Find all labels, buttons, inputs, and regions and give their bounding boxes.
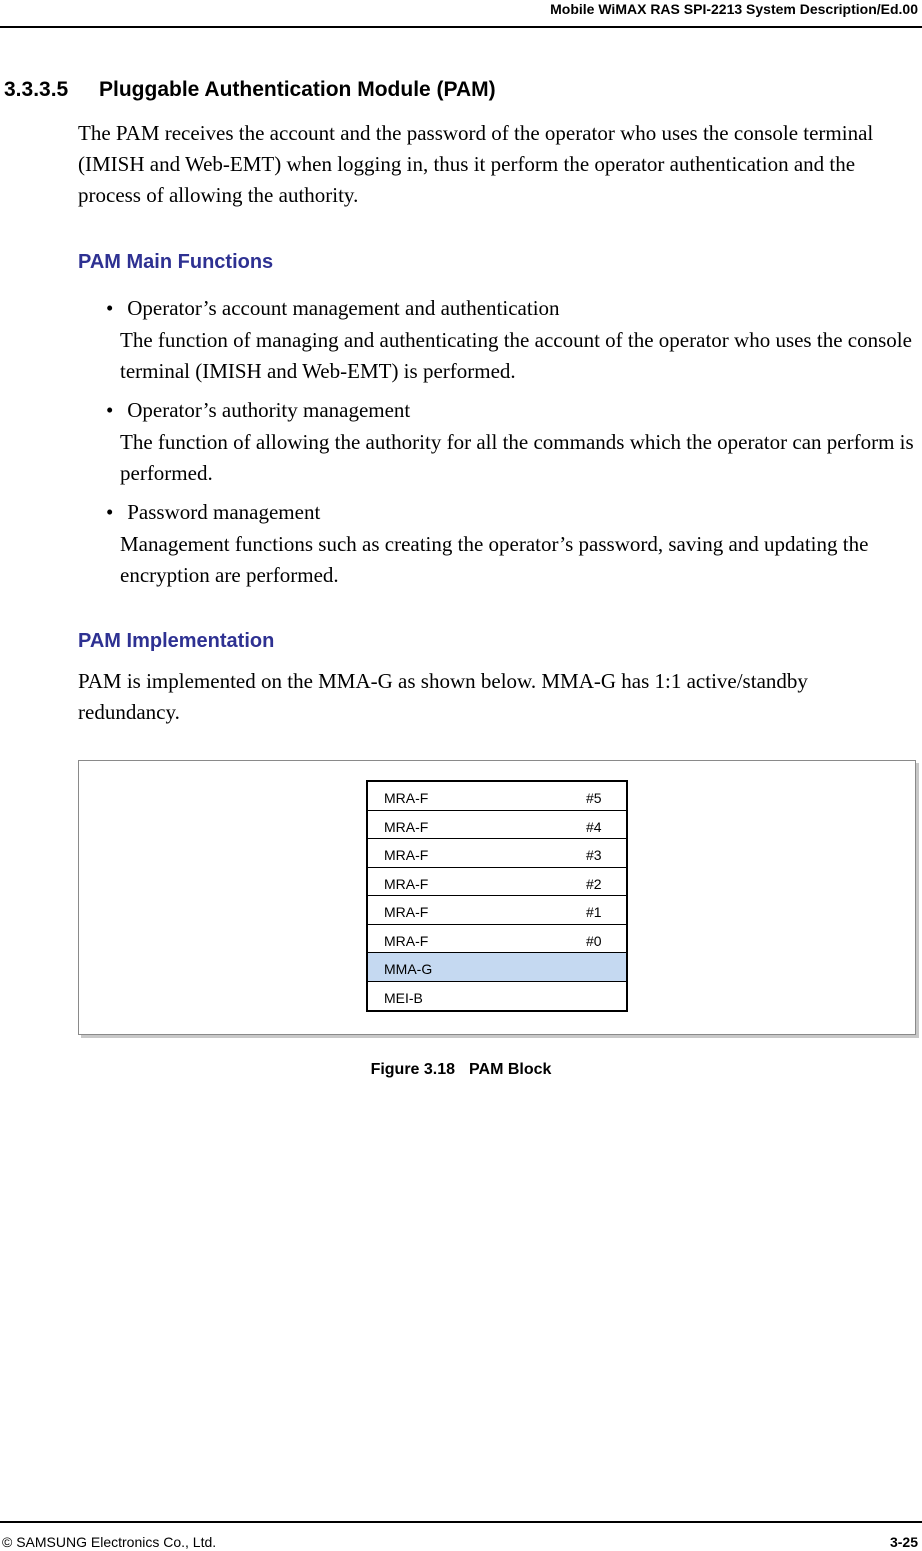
board-name: MEI-B: [384, 989, 423, 1006]
bullet-item: [106, 293, 560, 324]
board-name: MRA-F: [384, 904, 429, 920]
rack-row: [368, 782, 626, 811]
bullet-item: [106, 395, 410, 426]
rack-row: [368, 811, 626, 840]
board-name: MRA-F: [384, 847, 429, 863]
pam-block-diagram: [366, 780, 628, 1012]
implementation-paragraph: PAM is implemented on the MMA-G as shown below. MMA-G has 1:1 active/standby redundancy.: [78, 669, 808, 724]
rack-row-mma-g: [368, 953, 626, 982]
slot-number: #0: [586, 932, 602, 949]
rack-row: [368, 839, 626, 868]
rack-row: [368, 896, 626, 925]
rack-row: [368, 868, 626, 897]
board-name: MRA-F: [384, 790, 429, 806]
bullet-dot: •: [106, 296, 114, 320]
bullet-description: The function of managing and authenticating the account of the operator who uses the console terminal (IMISH and Web-EMT) is performed.: [120, 328, 912, 383]
main-functions-heading: PAM Main Functions: [78, 251, 274, 273]
bullet-dot: •: [106, 398, 114, 422]
page-number: 3-25: [889, 1534, 918, 1550]
section-number: 3.3.3.5: [4, 78, 69, 101]
bullet-description: Management functions such as creating the operator’s password, saving and updating the encryption are performed.: [120, 532, 869, 587]
rack-row: [368, 982, 626, 1011]
rack-row: [368, 925, 626, 954]
header-rule: [0, 26, 922, 28]
section-title: Pluggable Authentication Module (PAM): [99, 78, 496, 101]
implementation-heading: PAM Implementation: [78, 630, 275, 652]
board-name: MRA-F: [384, 818, 429, 835]
slot-number: #5: [586, 790, 602, 806]
figure-title: PAM Block: [469, 1061, 552, 1078]
slot-number: #1: [586, 904, 602, 920]
slot-number: #4: [586, 818, 602, 835]
bullet-dot: •: [106, 500, 114, 524]
board-name: MRA-F: [384, 932, 429, 949]
bullet-title: Operator’s account management and authentication: [127, 296, 560, 320]
intro-paragraph: The PAM receives the account and the password of the operator who uses the console terminal (IMISH and Web-EMT) when logging in, thus it perform the operator authentication and the process of allowing the authority.: [78, 121, 874, 207]
figure-caption: [0, 1061, 922, 1079]
section-heading: [4, 78, 496, 102]
bullet-title: Password management: [127, 500, 321, 524]
board-name: MMA-G: [384, 961, 433, 977]
footer-rule: [0, 1521, 922, 1523]
bullet-title: Operator’s authority management: [127, 398, 411, 422]
bullet-description: The function of allowing the authority for all the commands which the operator can perform is performed.: [120, 430, 914, 485]
slot-number: #3: [586, 847, 602, 863]
slot-number: #2: [586, 875, 602, 892]
footer-copyright: © SAMSUNG Electronics Co., Ltd.: [2, 1534, 217, 1550]
figure-number: Figure 3.18: [370, 1061, 456, 1078]
header-title: Mobile WiMAX RAS SPI-2213 System Description/Ed.00: [550, 1, 918, 17]
board-name: MRA-F: [384, 875, 429, 892]
bullet-item: [106, 497, 320, 528]
